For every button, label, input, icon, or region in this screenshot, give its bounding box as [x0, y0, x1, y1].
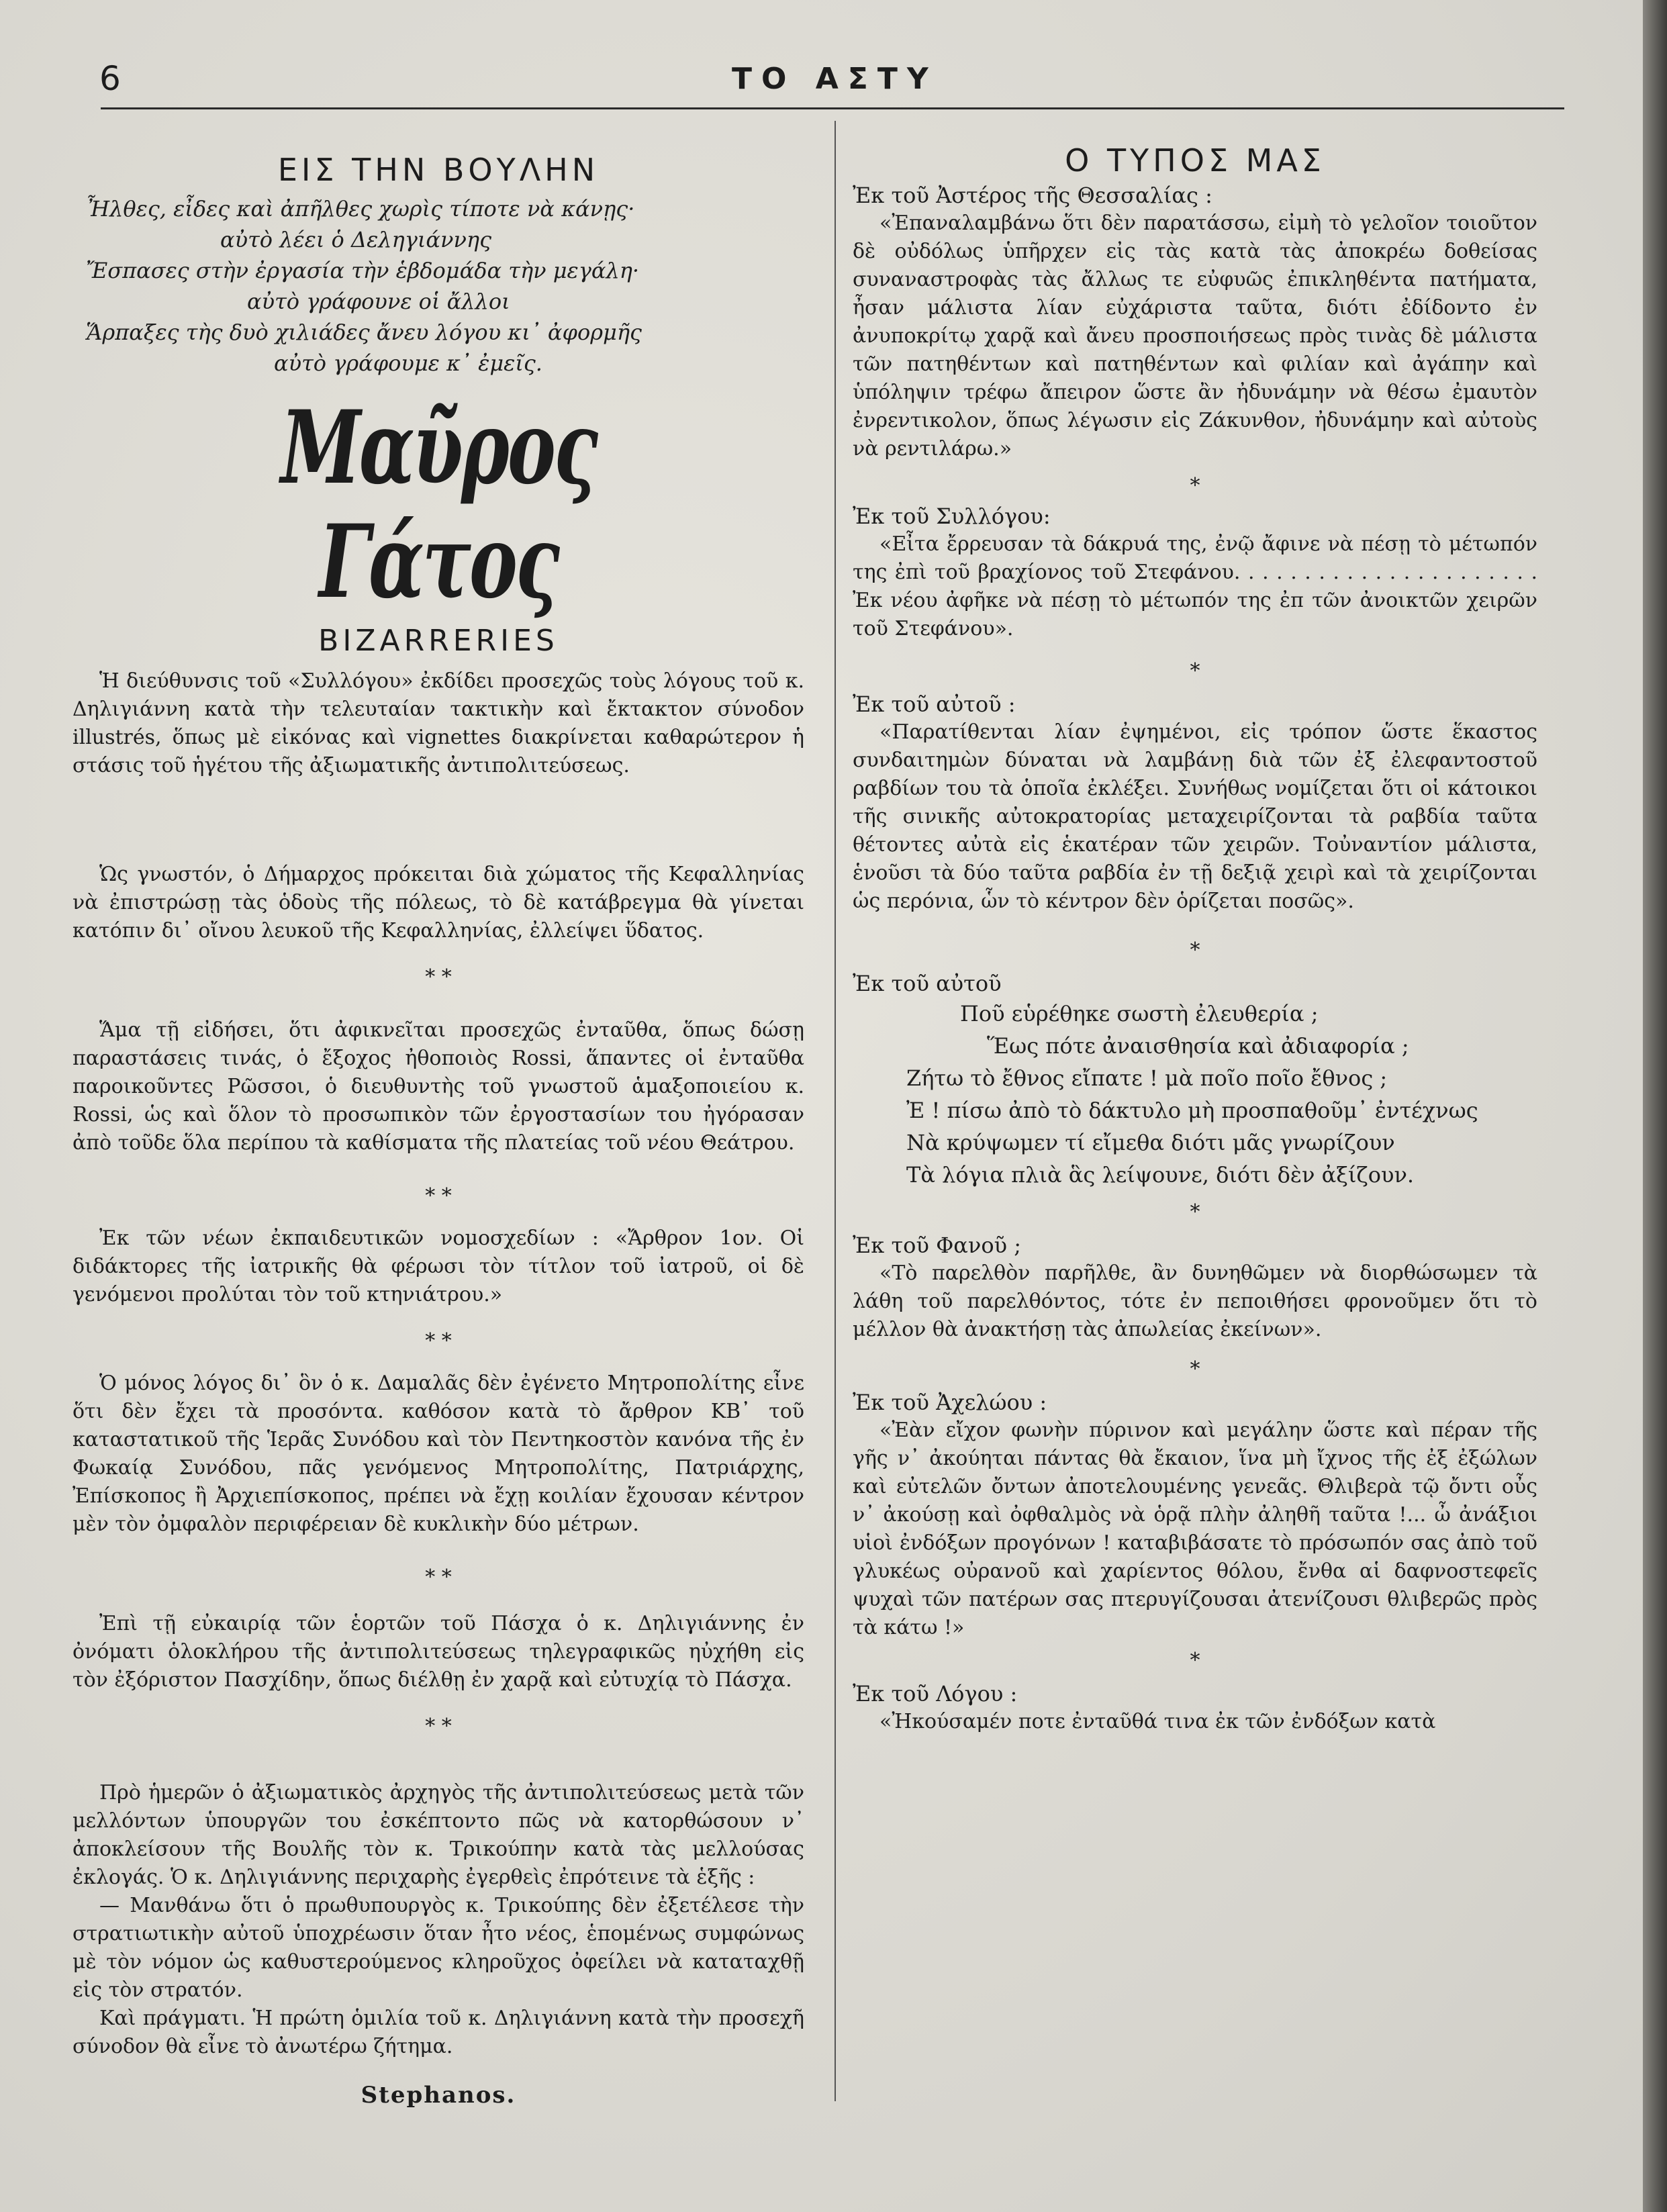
poem-line: αὐτὸ λέει ὁ Δεληγιάννης [220, 227, 491, 252]
item-source: Ἐκ τοῦ Λόγου : [853, 1681, 1018, 1706]
left-section-title: ΕΙΣ ΤΗΝ ΒΟΥΛΗΝ [277, 152, 600, 188]
left-column [73, 152, 804, 2109]
right-section-title: Ο ΤΥΠΟΣ ΜΑΣ [1065, 142, 1325, 179]
newspaper-title: ΤΟ ΑΣΤΥ [732, 62, 938, 96]
item-text: «Ἐὰν εἴχον φωνὴν πύρινον καὶ μεγάλην ὥστε καὶ πέραν τῆς γῆς ν᾽ ἀκούηται πάντας θὰ ἔκαιον, ἵνα μὴ ἴχνος τῆς ἐξ ἐξώλων καὶ εὐτελῶν ὄντων ἀποτελουμένης γενεᾶς. Θλιβερὰ τῷ ὄντι οὖς ν᾽ ἀκούσῃ καὶ ὀφθαλμὸς νὰ ὁρᾷ πλὴν ἀληθῆ ταῦτα !... ὦ ἀνάξιοι υἱοὶ ἐνδόξων προγόνων ! καταβιβάσατε τὸ πρόσωπόν σας ἀπὸ τοῦ γλυκέως οὐρανοῦ καὶ χαρίεντος θόλου, ἔνθα αἱ δαφνοστεφεῖς ψυχαὶ τῶν πατέρων σας πτερυγίζουσαι ἀτενίζουσι θλιβερῶς πρὸς τὰ κάτω !» [853, 1418, 1537, 1639]
bizarreries-subtitle: BIZARRERIES [318, 624, 559, 658]
poem-line: Ἅρπαξες τὴς δυὸ χιλιάδες ἄνευ λόγου κι᾽ ἀφορμῆς [86, 320, 642, 345]
paragraph: Ὁ μόνος λόγος δι᾽ ὃν ὁ κ. Δαμαλᾶς δὲν ἐγένετο Μητροπολίτης εἶνε ὅτι δὲν ἔχει τὰ προσόντα. καθόσον κατὰ τὸ ἄρθρον ΚΒ᾽ τοῦ καταστατικοῦ τῆς Ἱερᾶς Συνόδου καὶ τὸν Πεντηκοστὸν κανόνα τῆς ἐν Φωκαίᾳ Συνόδου, πᾶς γενόμενος Μητροπολίτης, Πατριάρχης, Ἐπίσκοπος ἢ Ἀρχιεπίσκοπος, πρέπει νὰ ἔχῃ κοιλίαν ἔχουσαν κέντρον μὲν τὸν ὀμφαλὸν περιφέρειαν δὲ κυκλικὴν δύο μέτρων. [73, 1372, 804, 1536]
verse-line: Νὰ κρύψωμεν τί εἴμεθα διότι μᾶς γνωρίζουν [906, 1130, 1395, 1155]
verse [853, 998, 1537, 1191]
separator-star: * [1190, 1649, 1200, 1672]
paragraph: — Μανθάνω ὅτι ὁ πρωθυπουργὸς κ. Τρικούπης δὲν ἐξετέλεσε τὴν στρατιωτικὴν αὐτοῦ ὑποχρέωσιν ὅταν ἦτο νέος, ἑπομένως συμφώνως μὲ τὸν νόμον ὡς καθυστερούμενος κληροῦχος ὀφείλει νὰ καταταχθῇ εἰς τὸν στρατόν. [73, 1894, 804, 2002]
separator-star: * [1190, 474, 1200, 497]
paragraph: Ἅμα τῇ εἰδήσει, ὅτι ἀφικνεῖται προσεχῶς ἐνταῦθα, ὅπως δώσῃ παραστάσεις τινάς, ὁ ἔξοχος ἠθοποιὸς Rossi, ἅπαντες οἱ ἐνταῦθα παροικοῦντες Ρῶσσοι, ὁ διευθυντὴς τοῦ γνωστοῦ ἁμαξοποιείου κ. Rossi, ὡς καὶ ὅλον τὸ προσωπικὸν τῶν ἐργοστασίων του ἠγόρασαν ἀπὸ τοῦδε ὅλα περίπου τὰ καθίσματα τῆς πλατείας τοῦ νέου Θεάτρου. [73, 1018, 804, 1155]
signature: Stephanos. [361, 2082, 516, 2109]
paragraph: Πρὸ ἡμερῶν ὁ ἀξιωματικὸς ἀρχηγὸς τῆς ἀντιπολιτεύσεως μετὰ τῶν μελλόντων ὑπουργῶν του ἐσκέπτοντο πῶς νὰ κατορθώσουν ν᾽ ἀποκλείσουν τῆς Βουλῆς τὸν κ. Τρικούπην κατὰ τὰς μελλούσας ἐκλογάς. Ὁ κ. Δηλιγιάννης περιχαρὴς ἐγερθεὶς ἐπρότεινε τὰ ἑξῆς : [73, 1781, 804, 1889]
separator-star: * [1190, 939, 1200, 962]
poem-line: Ἦλθες, εἶδες καὶ ἀπῆλθες χωρὶς τίποτε νὰ κάνῃς· [86, 196, 635, 222]
verse-line: Ἐ ! πίσω ἀπὸ τὸ δάκτυλο μὴ προσπαθοῦμ᾽ ἐντέχνως [906, 1098, 1478, 1123]
separator-star: * [1190, 1357, 1200, 1381]
separator-stars: * * [425, 1715, 452, 1738]
page-number: 6 [99, 59, 121, 98]
item-text: «Ἐπαναλαμβάνω ὅτι δὲν παρατάσσω, εἰμὴ τὸ γελοῖον τοιοῦτον δὲ οὐδόλως ὑπῆρχεν εἰς τὰς κατὰ τὰς ἀποκρέω δοθείσας συναναστροφὰς τὰς ἄλλως τε εὐφυῶς ἐπικληθέντα πατήματα, ἦσαν μάλιστα λίαν εὐχάριστα ταῦτα, διότι ἐδίδοντο ἐν ἀνυποκρίτῳ χαρᾷ καὶ ἄνευ προσποιήσεως πρὸς τινὰς δὲ μάλιστα τῶν πατηθέντων καὶ πατηθέντων καὶ φιλίαν καὶ ἀγάπην καὶ ὑπόληψιν τρέφω ἄπειρον ὥστε ἂν ἠδυνάμην νὰ θέσω ἐμαυτὸν ἐνρεντικολον, ὅπως λέγωσιν εἰς Ζάκυνθον, ἠδυνάμην καὶ αὐτοὺς νὰ ρεντιλάρω.» [853, 211, 1537, 461]
item-text: «Εἶτα ἔρρευσαν τὰ δάκρυά της, ἐνῷ ἄφινε νὰ πέσῃ τὸ μέτωπόν της ἐπὶ τοῦ βραχίονος τοῦ Στεφάνου. . . . . . . . . . . . . . . . . . . . . . Ἐκ νέου ἀφῆκε νὰ πέσῃ τὸ μέτωπόν της ἐπ τῶν ἀνοικτῶν χειρῶν τοῦ Στεφάνου». [853, 532, 1537, 640]
poem [73, 193, 804, 379]
item-source: Ἐκ τοῦ Ἀχελώου : [853, 1390, 1047, 1415]
poem-line: Ἔσπασες στὴν ἐργασία τὴν ἑβδομάδα τὴν μεγάλη· [86, 258, 640, 283]
item-text: «Παρατίθενται λίαν ἐψημένοι, εἰς τρόπον ὥστε ἕκαστος συνδαιτημὼν δύναται νὰ λαμβάνῃ διὰ τῶν ἐξ ἐλεφαντοστοῦ ραβδίων του τὰ ὁποῖα ἐκλέξει. Συνήθως νομίζεται ὅτι οἱ κάτοικοι τῆς σινικῆς αὐτοκρατορίας μεταχειρίζονται τὰ ραβδία ταῦτα θέτοντες αὐτὰ εἰς ἑκατέραν τῶν χειρῶν. Τοὐναντίον μάλιστα, ἑνοῦσι τὰ δύο ταῦτα ραβδία ἐν τῇ δεξιᾷ χειρὶ καὶ τὰ χειρίζονται ὡς περόνια, ὧν τὸ κέντρον δὲν ὁρίζεται ποσῶς». [853, 720, 1537, 913]
right-column [853, 142, 1537, 1736]
poem-line: αὐτὸ γράφουνε οἱ ἄλλοι [247, 289, 510, 314]
paragraph: Ἐκ τῶν νέων ἐκπαιδευτικῶν νομοσχεδίων : «Ἄρθρον 1ον. Οἱ διδάκτορες τῆς ἰατρικῆς θὰ φέρωσι τὸν τίτλον τοῦ ἰατροῦ, οἱ δὲ γενόμενοι προλύται τὸν τοῦ κτηνιάτρου.» [73, 1227, 804, 1306]
page-edge-shadow [1643, 0, 1667, 2212]
item-source: Ἐκ τοῦ αὐτοῦ : [853, 691, 1016, 717]
item-source: Ἐκ τοῦ Συλλόγου: [853, 503, 1051, 529]
verse-line: Ἕως πότε ἀναισθησία καὶ ἀδιαφορία ; [987, 1033, 1409, 1059]
item-source: Ἐκ τοῦ αὐτοῦ [853, 971, 1002, 996]
verse-line: Ζήτω τὸ ἔθνος εἴπατε ! μὰ ποῖο ποῖο ἔθνος ; [906, 1065, 1388, 1091]
separator-stars: * * [425, 1566, 452, 1589]
verse-line: Τὰ λόγια πλιὰ ἃς λείψουνε, διότι δὲν ἀξίζουν. [906, 1162, 1415, 1188]
item-text: «Ἠκούσαμέν ποτε ἐνταῦθά τινα ἐκ τῶν ἐνδόξων κατὰ [879, 1710, 1436, 1733]
separator-stars: * * [425, 965, 452, 989]
separator-star: * [1190, 1200, 1200, 1224]
separator-star: * [1190, 659, 1200, 683]
mavros-gatos-logo: Μαῦρος Γάτος [281, 389, 596, 621]
paragraph: Ἐπὶ τῇ εὐκαιρίᾳ τῶν ἑορτῶν τοῦ Πάσχα ὁ κ. Δηλιγιάννης ἐν ὀνόματι ὁλοκλήρου τῆς ἀντιπολιτεύσεως τηλεγραφικῶς ηὐχήθη εἰς τὸν ἐξόριστον Πασχίδην, ὅπως διέλθῃ ἐν χαρᾷ καὶ εὐτυχίᾳ τὸ Πάσχα. [73, 1612, 804, 1692]
paragraph: Καὶ πράγματι. Ἡ πρώτη ὁμιλία τοῦ κ. Δηλιγιάννη κατὰ τὴν προσεχῆ σύνοδον θὰ εἶνε τὸ ἀνωτέρω ζήτημα. [73, 2007, 804, 2058]
item-source: Ἐκ τοῦ Ἀστέρος τῆς Θεσσαλίας : [853, 183, 1212, 208]
separator-stars: * * [425, 1184, 452, 1208]
paragraph: Ὡς γνωστόν, ὁ Δήμαρχος πρόκειται διὰ χώματος τῆς Κεφαλληνίας νὰ ἐπιστρώσῃ τὰς ὁδοὺς τῆς πόλεως, τὸ δὲ κατάβρεγμα θὰ γίνεται κατόπιν δι᾽ οἴνου λευκοῦ τῆς Κεφαλληνίας, ἐλλείψει ὕδατος. [73, 863, 804, 943]
paragraph: Ἡ διεύθυνσις τοῦ «Συλλόγου» ἐκδίδει προσεχῶς τοὺς λόγους τοῦ κ. Δηλιγιάννη κατὰ τὴν τελευταίαν τακτικὴν καὶ ἔκτακτον σύνοδον illustrés, ὅπως μὲ εἰκόνας καὶ vignettes διακρίνεται καθαρώτερον ἡ στάσις τοῦ ἡγέτου τῆς ἀξιωματικῆς ἀντιπολιτεύσεως. [73, 669, 804, 777]
column-divider [835, 121, 836, 2101]
header-rule [101, 107, 1564, 109]
verse-line: Ποῦ εὑρέθηκε σωστὴ ἐλευθερία ; [960, 1001, 1319, 1026]
item-text: «Τὸ παρελθὸν παρῆλθε, ἂν δυνηθῶμεν νὰ διορθώσωμεν τὰ λάθη τοῦ παρελθόντος, τότε ἐν πεποιθήσει φρονοῦμεν ὅτι τὸ μέλλον θὰ ἀνακτήσῃ τὰς ἀπωλείας ἐκείνων». [853, 1261, 1537, 1341]
poem-line: αὐτὸ γράφουμε κ᾽ ἐμεῖς. [274, 350, 542, 376]
item-source: Ἐκ τοῦ Φανοῦ ; [853, 1233, 1022, 1258]
separator-stars: * * [425, 1329, 452, 1353]
